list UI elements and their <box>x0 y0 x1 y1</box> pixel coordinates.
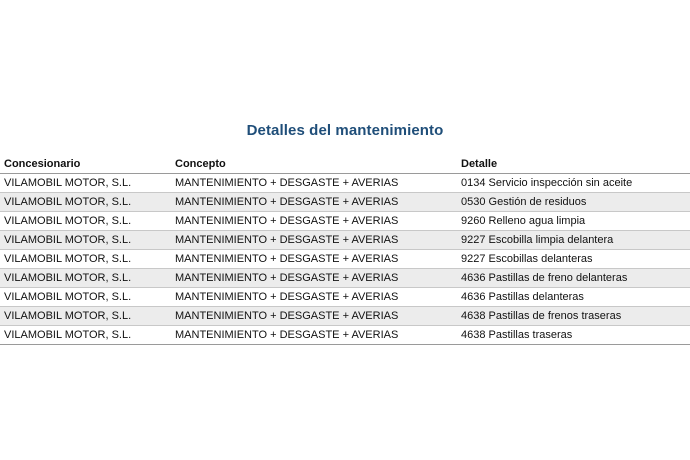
cell-concepto: MANTENIMIENTO + DESGASTE + AVERIAS <box>171 250 457 269</box>
cell-detalle: 4638 Pastillas de frenos traseras <box>457 307 690 326</box>
cell-concepto: MANTENIMIENTO + DESGASTE + AVERIAS <box>171 326 457 345</box>
table-row <box>0 174 690 193</box>
table-row <box>0 231 690 250</box>
cell-concepto: MANTENIMIENTO + DESGASTE + AVERIAS <box>171 174 457 193</box>
cell-concesionario: VILAMOBIL MOTOR, S.L. <box>0 288 171 307</box>
column-header-concesionario: Concesionario <box>0 154 171 174</box>
cell-concesionario: VILAMOBIL MOTOR, S.L. <box>0 250 171 269</box>
cell-detalle: 9227 Escobillas delanteras <box>457 250 690 269</box>
table-header-row <box>0 154 690 174</box>
page-title: Detalles del mantenimiento <box>246 122 444 139</box>
cell-detalle: 4638 Pastillas traseras <box>457 326 690 345</box>
cell-concepto: MANTENIMIENTO + DESGASTE + AVERIAS <box>171 231 457 250</box>
cell-concesionario: VILAMOBIL MOTOR, S.L. <box>0 307 171 326</box>
column-header-concepto: Concepto <box>171 154 457 174</box>
cell-detalle: 9260 Relleno agua limpia <box>457 212 690 231</box>
cell-concepto: MANTENIMIENTO + DESGASTE + AVERIAS <box>171 193 457 212</box>
table-row <box>0 193 690 212</box>
cell-detalle: 4636 Pastillas de freno delanteras <box>457 269 690 288</box>
cell-concesionario: VILAMOBIL MOTOR, S.L. <box>0 212 171 231</box>
table-row <box>0 326 690 345</box>
cell-concesionario: VILAMOBIL MOTOR, S.L. <box>0 231 171 250</box>
cell-concesionario: VILAMOBIL MOTOR, S.L. <box>0 326 171 345</box>
cell-concepto: MANTENIMIENTO + DESGASTE + AVERIAS <box>171 307 457 326</box>
table-row <box>0 250 690 269</box>
column-header-detalle: Detalle <box>457 154 690 174</box>
table-row <box>0 288 690 307</box>
table-row <box>0 307 690 326</box>
cell-concepto: MANTENIMIENTO + DESGASTE + AVERIAS <box>171 288 457 307</box>
cell-detalle: 0134 Servicio inspección sin aceite <box>457 174 690 193</box>
cell-detalle: 9227 Escobilla limpia delantera <box>457 231 690 250</box>
cell-detalle: 0530 Gestión de residuos <box>457 193 690 212</box>
cell-concepto: MANTENIMIENTO + DESGASTE + AVERIAS <box>171 212 457 231</box>
cell-detalle: 4636 Pastillas delanteras <box>457 288 690 307</box>
table-row <box>0 269 690 288</box>
cell-concesionario: VILAMOBIL MOTOR, S.L. <box>0 193 171 212</box>
table-row <box>0 212 690 231</box>
cell-concesionario: VILAMOBIL MOTOR, S.L. <box>0 174 171 193</box>
cell-concepto: MANTENIMIENTO + DESGASTE + AVERIAS <box>171 269 457 288</box>
cell-concesionario: VILAMOBIL MOTOR, S.L. <box>0 269 171 288</box>
maintenance-table <box>0 154 690 345</box>
